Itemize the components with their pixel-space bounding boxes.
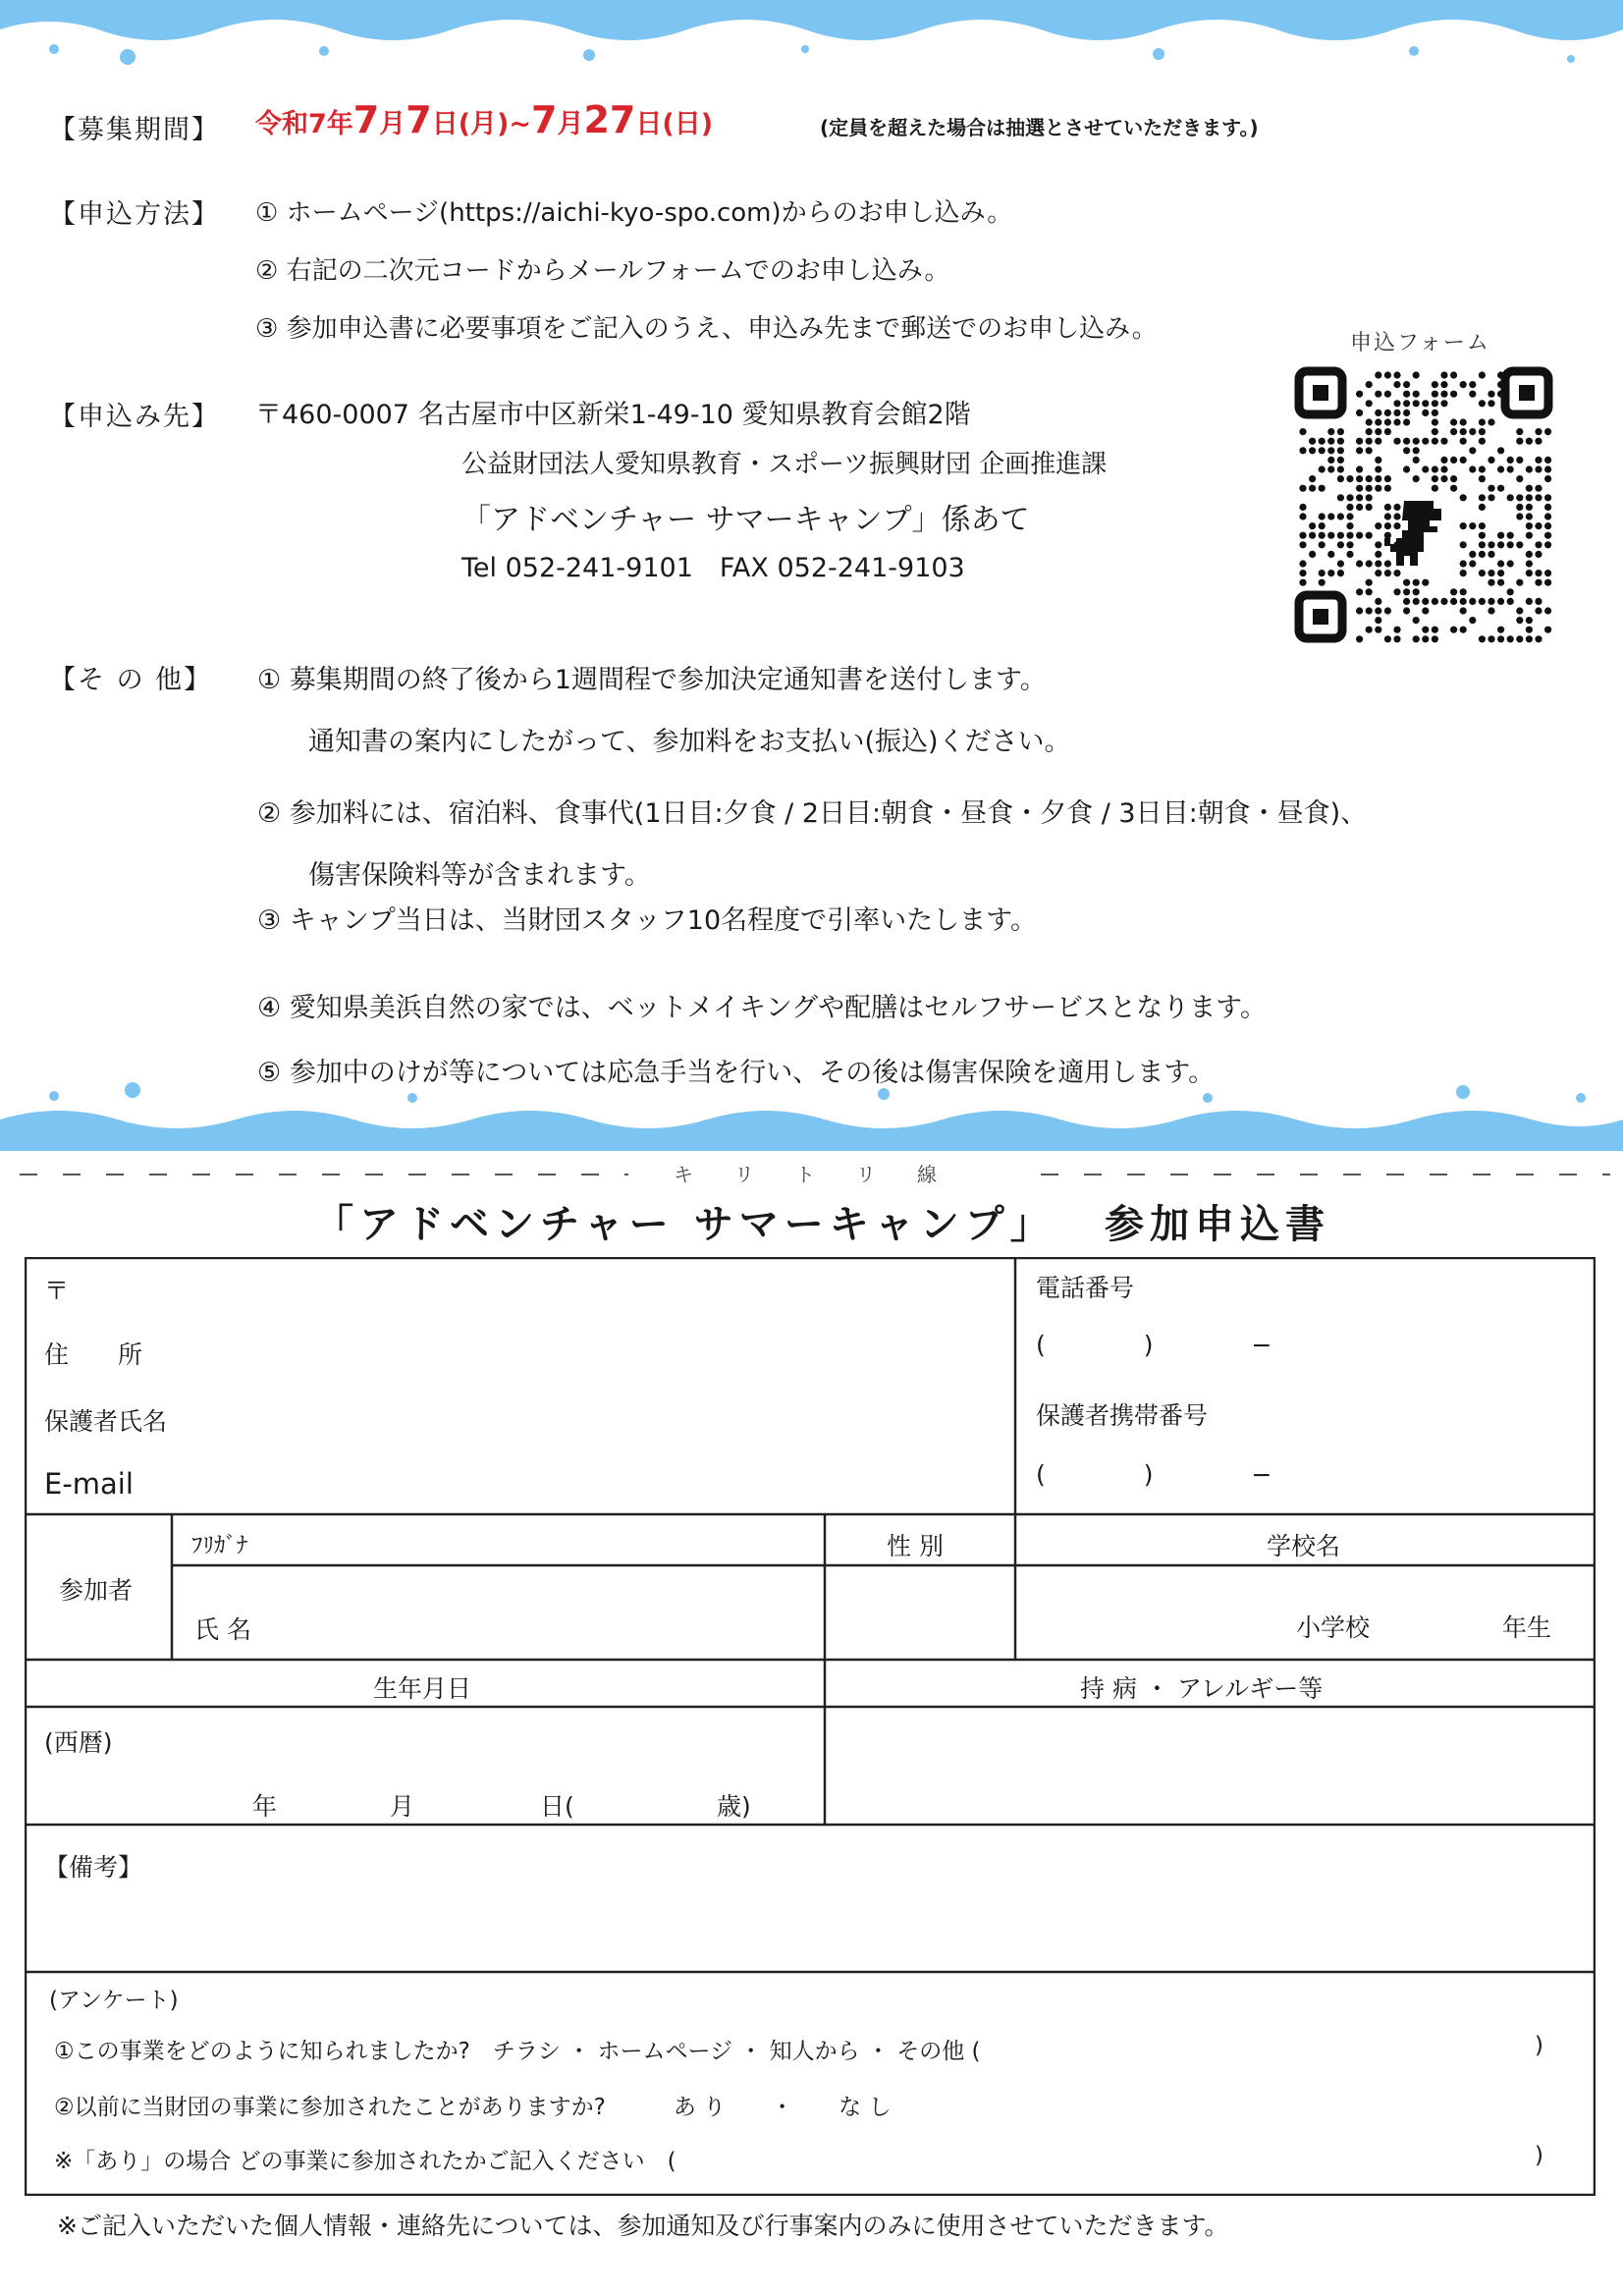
apply-address-line-3: 「アドベンチャー サマーキャンプ」係あて [461, 503, 1030, 537]
survey-question-2[interactable]: ②以前に当財団の事業に参加されたことがありますか? あ り ・ な し [54, 2095, 892, 2120]
guardian-mobile-field[interactable] [1036, 1460, 1271, 1489]
form-title-application: 参加申込書 [1105, 1202, 1330, 1247]
phone-field[interactable] [1036, 1331, 1271, 1359]
participant-name-field[interactable] [255, 1571, 815, 1658]
other-line-2: 通知書の案内にしたがって、参加料をお支払い(振込)ください。 [308, 727, 1071, 757]
address-label: 住 所 [44, 1340, 143, 1369]
guardian-mobile-label: 保護者携帯番号 [1036, 1401, 1209, 1430]
mobile-paren-open: ( [1036, 1460, 1046, 1489]
period-end-day: 27 [583, 98, 636, 141]
cut-line-label: キリトリ線 [674, 1163, 978, 1186]
other-label: 【そ の 他】 [49, 665, 213, 695]
period-start-weekday: 日(月)~ [431, 109, 532, 139]
period-end-weekday: 日(日) [635, 109, 714, 139]
mobile-dash: − [1251, 1460, 1272, 1489]
guardian-name-label: 保護者氏名 [44, 1407, 168, 1436]
age-unit: 歳) [717, 1792, 751, 1821]
qr-caption: 申込フォーム [1350, 331, 1490, 355]
phone-paren-open: ( [1036, 1331, 1046, 1359]
survey-question-3-close: ) [1535, 2143, 1543, 2168]
other-line-3: ② 参加料には、宿泊料、食事代(1日目:夕食 / 2日目:朝食・昼食・夕食 / 3日目:朝食・昼食)、 [257, 798, 1368, 829]
other-line-1: ① 募集期間の終了後から1週間程で参加決定通知書を送付します。 [257, 665, 1047, 695]
recruit-period-label: 【募集期間】 [49, 115, 220, 145]
period-start-month: 7 [352, 98, 380, 141]
qr-code[interactable] [1291, 363, 1556, 648]
phone-dash: − [1251, 1331, 1272, 1359]
elementary-school-suffix: 小学校 [1296, 1613, 1371, 1642]
privacy-footer-note: ※ご記入いただいた個人情報・連絡先については、参加通知及び行事案内のみに使用させていただきます。 [57, 2212, 1229, 2240]
apply-method-2: ② 右記の二次元コードからメールフォームでのお申し込み。 [255, 256, 950, 286]
allergy-label: 持 病 ・ アレルギー等 [1080, 1674, 1324, 1703]
period-era: 令和7年 [255, 109, 353, 139]
birthdate-label: 生年月日 [373, 1674, 472, 1703]
guardian-info-field[interactable] [147, 1267, 1001, 1507]
email-label: E-mail [44, 1467, 134, 1501]
gender-label: 性 別 [887, 1532, 944, 1560]
recruit-period-dates [255, 98, 713, 141]
participant-name-label: 氏 名 [194, 1615, 251, 1644]
bottom-wave-decoration [0, 1080, 1623, 1151]
apply-method-3: ③ 参加申込書に必要事項をご記入のうえ、申込み先まで郵送でのお申し込み。 [255, 314, 1158, 344]
other-line-7: ⑤ 参加中のけが等については応急手当を行い、その後は傷害保険を適用します。 [257, 1058, 1216, 1088]
gender-field[interactable] [827, 1568, 1013, 1657]
period-month-unit-2: 月 [557, 109, 584, 139]
birth-month-unit: 月 [390, 1792, 415, 1821]
birthdate-field[interactable] [29, 1714, 815, 1822]
school-name-field[interactable] [1017, 1568, 1282, 1655]
other-line-4: 傷害保険料等が含まれます。 [308, 860, 651, 891]
other-line-6: ④ 愛知県美浜自然の家では、ベットメイキングや配膳はセルフサービスとなります。 [257, 993, 1268, 1023]
survey-question-1[interactable]: ①この事業をどのように知られましたか? チラシ ・ ホームページ ・ 知人から ・ その他 ( [54, 2039, 981, 2064]
apply-address-line-1: 〒460-0007 名古屋市中区新栄1-49-10 愛知県教育会館2階 [255, 400, 971, 430]
apply-method-label: 【申込方法】 [49, 199, 220, 230]
school-name-label: 学校名 [1267, 1532, 1341, 1560]
allergy-field[interactable] [830, 1714, 1591, 1822]
phone-label: 電話番号 [1036, 1274, 1135, 1302]
participant-label: 参加者 [59, 1576, 134, 1605]
phone-paren-close: ) [1143, 1331, 1154, 1359]
grade-suffix: 年生 [1502, 1613, 1552, 1642]
apply-address-line-4: Tel 052-241-9101 FAX 052-241-9103 [461, 553, 965, 583]
other-line-5: ③ キャンプ当日は、当財団スタッフ10名程度で引率いたします。 [257, 905, 1037, 936]
seireki-label: (西暦) [44, 1728, 113, 1757]
survey-question-1-close: ) [1535, 2033, 1543, 2058]
survey-question-3[interactable]: ※「あり」の場合 どの事業に参加されたかご記入ください ( [54, 2149, 676, 2174]
apply-address-label: 【申込み先】 [49, 402, 220, 432]
mobile-paren-close: ) [1143, 1460, 1154, 1489]
birth-day-unit: 日( [540, 1792, 574, 1821]
period-end-month: 7 [531, 98, 558, 141]
birth-year-unit: 年 [252, 1792, 278, 1821]
survey-title: (アンケート) [49, 1988, 179, 2013]
apply-method-1: ① ホームページ(https://aichi-kyo-spo.com)からのお申し込み。 [255, 198, 1013, 228]
recruit-period-note: (定員を超えた場合は抽選とさせていただきます。) [820, 116, 1259, 139]
period-start-day: 7 [406, 98, 432, 141]
top-wave-decoration [0, 0, 1623, 69]
period-month-unit: 月 [379, 109, 406, 139]
remarks-label: 【備考】 [44, 1853, 143, 1882]
remarks-field[interactable] [29, 1886, 1591, 1964]
furigana-label: ﾌﾘｶﾞﾅ [191, 1533, 248, 1558]
postal-mark: 〒 [44, 1277, 70, 1305]
form-title-event: 「アドベンチャー サマーキャンプ」 [314, 1202, 1055, 1247]
apply-address-line-2: 公益財団法人愛知県教育・スポーツ振興財団 企画推進課 [461, 450, 1108, 479]
